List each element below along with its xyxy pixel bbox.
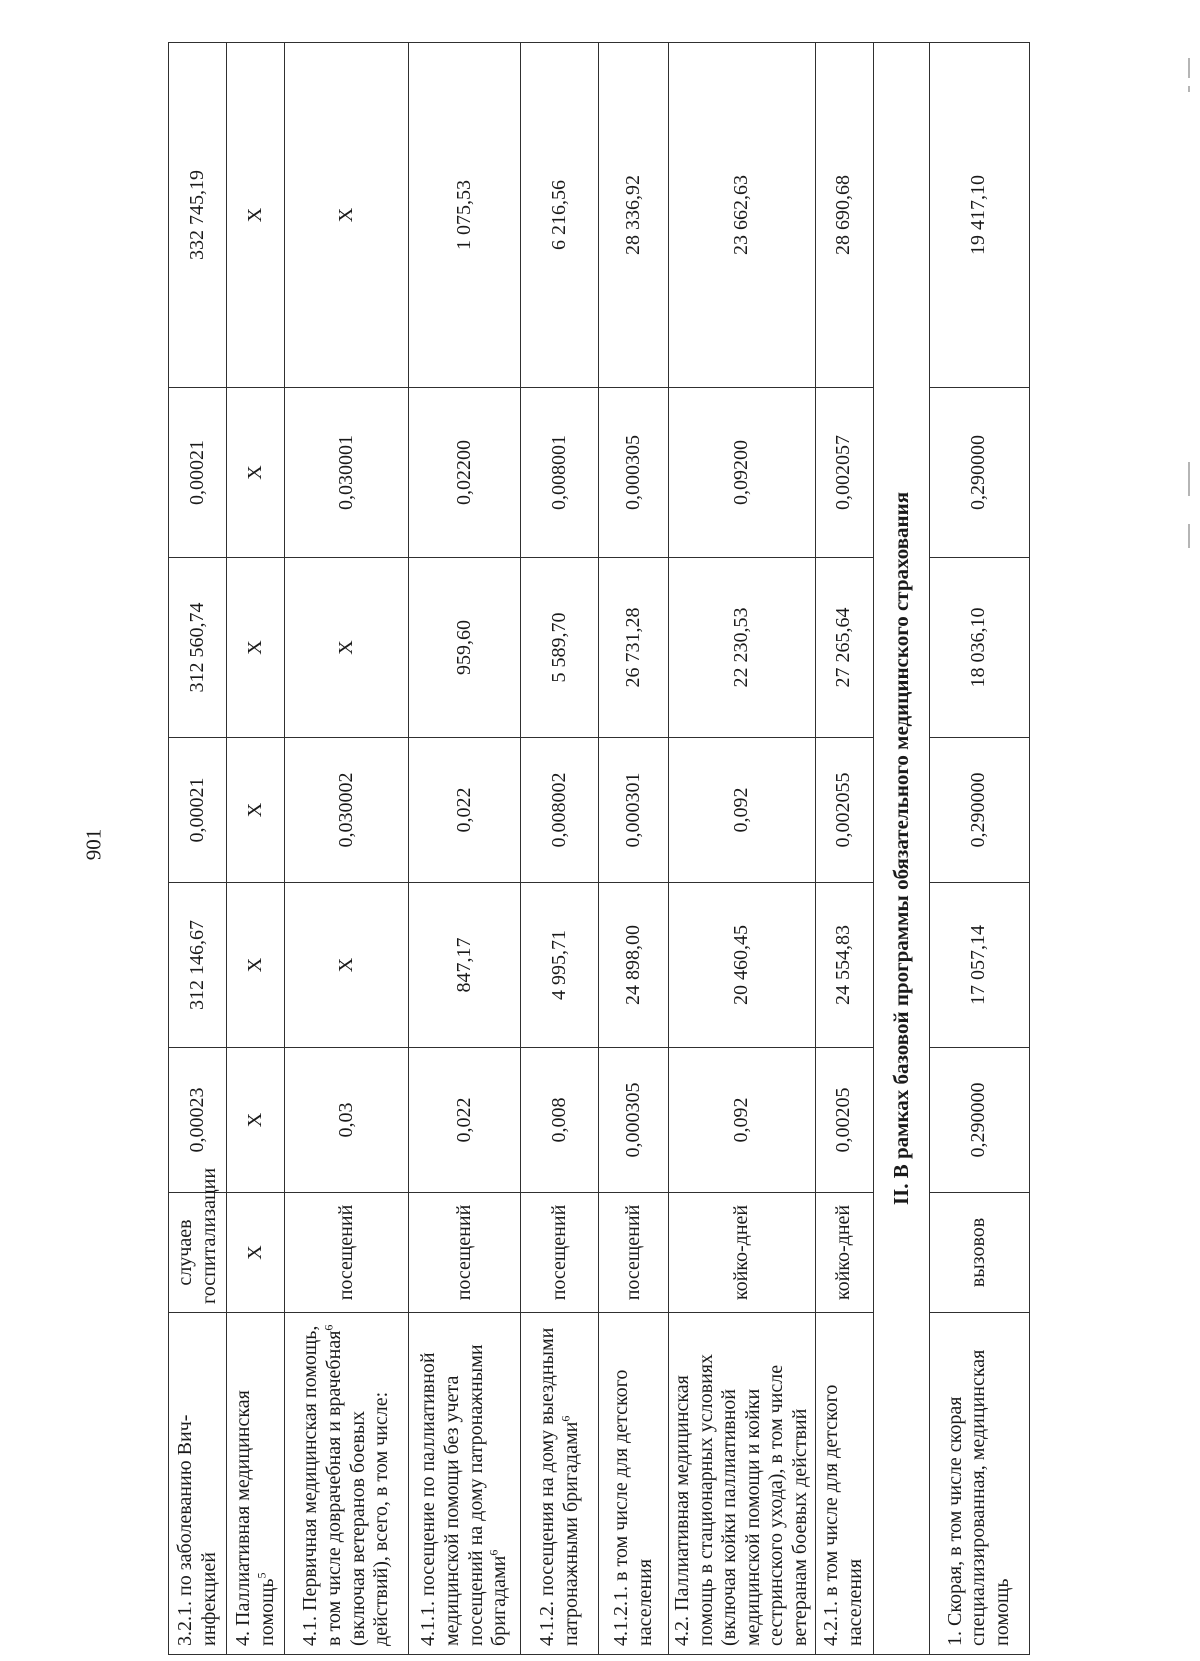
footnote-marker: 6 (557, 1415, 572, 1422)
cell-v2: 17 057,14 (929, 883, 1029, 1048)
section-title: II. В рамках базовой программы обязательного медицинского страхования (873, 43, 929, 1655)
cell-v3: 0,002055 (815, 738, 873, 883)
cell-v6: X (227, 43, 285, 388)
cell-v6: 1 075,53 (409, 43, 521, 388)
cell-v1: 0,022 (409, 1048, 521, 1193)
section-row (873, 43, 929, 1655)
cell-v3: 0,022 (409, 738, 521, 883)
cell-v5: 0,000305 (599, 388, 669, 558)
row-unit: вызовов (929, 1193, 1029, 1313)
cell-v5: 0,00021 (169, 388, 227, 558)
cell-v4: 22 230,53 (669, 558, 816, 738)
table-row (521, 43, 599, 1655)
cell-v6: 23 662,63 (669, 43, 816, 388)
row-name: 4.2.1. в том числе для детского населения (815, 1313, 873, 1655)
row-name: 4.1.1. посещение по паллиативной медицинской помощи без учета посещений на дому патронажными бригадами (417, 1344, 511, 1646)
table-row (815, 43, 873, 1655)
cell-v3: 0,00021 (169, 738, 227, 883)
row-unit: койко-дней (815, 1193, 873, 1313)
cell-v4: 18 036,10 (929, 558, 1029, 738)
row-name: 4.2. Паллиативная медицинская помощь в стационарных условиях (включая койки паллиативной медицинской помощи и койки сестринского ухода), в том числе ветеранам боевых действий (669, 1313, 816, 1655)
cell-v2: X (285, 883, 409, 1048)
cell-v1: X (227, 1048, 285, 1193)
row-name: 4.1.2. посещения на дому выездными патронажными бригадами (535, 1327, 582, 1646)
cell-v1: 0,00023 (169, 1048, 227, 1193)
row-unit: койко-дней (669, 1193, 816, 1313)
row-unit: случаев госпитализации (169, 1193, 227, 1313)
table-row (669, 43, 816, 1655)
cell-v1: 0,008 (521, 1048, 599, 1193)
cell-v3: X (227, 738, 285, 883)
cell-v4: 312 560,74 (169, 558, 227, 738)
table-row (599, 43, 669, 1655)
row-name-cell (227, 1313, 285, 1655)
cell-v2: 847,17 (409, 883, 521, 1048)
cell-v4: 27 265,64 (815, 558, 873, 738)
table-row (227, 43, 285, 1655)
row-name-cell (521, 1313, 599, 1655)
cell-v4: 959,60 (409, 558, 521, 738)
cell-v4: X (227, 558, 285, 738)
cell-v3: 0,290000 (929, 738, 1029, 883)
row-unit: X (227, 1193, 285, 1313)
scan-edge-mark-4 (1188, 524, 1190, 548)
cell-v4: 26 731,28 (599, 558, 669, 738)
cell-v2: 4 995,71 (521, 883, 599, 1048)
row-name-tail: (включая ветеранов боевых действий), всего, в том числе: (346, 1391, 393, 1646)
page-number: 901 (81, 828, 106, 861)
cell-v2: 24 554,83 (815, 883, 873, 1048)
table-row (285, 43, 409, 1655)
cell-v6: 332 745,19 (169, 43, 227, 388)
rotated-page (168, 43, 1026, 1655)
cell-v1: 0,290000 (929, 1048, 1029, 1193)
cell-v5: 0,290000 (929, 388, 1029, 558)
table-row (409, 43, 521, 1655)
row-name: 4.1. Первичная медицинская помощь, в том числе доврачебная и врачебная (299, 1325, 345, 1646)
row-unit: посещений (599, 1193, 669, 1313)
row-name: 4.1.2.1. в том числе для детского населения (599, 1313, 669, 1655)
cell-v5: 0,002057 (815, 388, 873, 558)
scan-edge-mark-3 (1188, 462, 1190, 496)
scan-edge-mark-2 (1188, 86, 1190, 92)
cell-v5: 0,030001 (285, 388, 409, 558)
cell-v1: 0,00205 (815, 1048, 873, 1193)
table-row (169, 43, 227, 1655)
cell-v1: 0,092 (669, 1048, 816, 1193)
row-unit: посещений (285, 1193, 409, 1313)
cell-v5: 0,02200 (409, 388, 521, 558)
cell-v1: 0,03 (285, 1048, 409, 1193)
footnote-marker: 6 (321, 1324, 336, 1331)
cell-v2: 24 898,00 (599, 883, 669, 1048)
row-name: 3.2.1. по заболеванию Вич-инфекцией (169, 1313, 227, 1655)
cell-v6: 28 336,92 (599, 43, 669, 388)
cell-v6: 28 690,68 (815, 43, 873, 388)
cell-v3: 0,008002 (521, 738, 599, 883)
cell-v1: 0,000305 (599, 1048, 669, 1193)
table-row (929, 43, 1029, 1655)
cell-v3: 0,000301 (599, 738, 669, 883)
footnote-marker: 6 (486, 1549, 501, 1556)
row-name-cell (285, 1313, 409, 1655)
cell-v4: 5 589,70 (521, 558, 599, 738)
cell-v5: X (227, 388, 285, 558)
footnote-marker: 5 (253, 1572, 268, 1579)
row-name: 4. Паллиативная медицинская помощь (231, 1390, 278, 1646)
row-name-cell (409, 1313, 521, 1655)
cell-v5: 0,008001 (521, 388, 599, 558)
cell-v6: X (285, 43, 409, 388)
row-unit: посещений (521, 1193, 599, 1313)
cell-v3: 0,030002 (285, 738, 409, 883)
cell-v2: 20 460,45 (669, 883, 816, 1048)
cell-v6: 6 216,56 (521, 43, 599, 388)
cell-v2: 312 146,67 (169, 883, 227, 1048)
row-unit: посещений (409, 1193, 521, 1313)
cell-v5: 0,09200 (669, 388, 816, 558)
cell-v6: 19 417,10 (929, 43, 1029, 388)
scan-edge-mark-1 (1188, 58, 1190, 78)
row-name: 1. Скорая, в том числе скорая специализированная, медицинская помощь (929, 1313, 1029, 1655)
cell-v2: X (227, 883, 285, 1048)
cell-v4: X (285, 558, 409, 738)
tariff-table (168, 42, 1030, 1655)
cell-v3: 0,092 (669, 738, 816, 883)
